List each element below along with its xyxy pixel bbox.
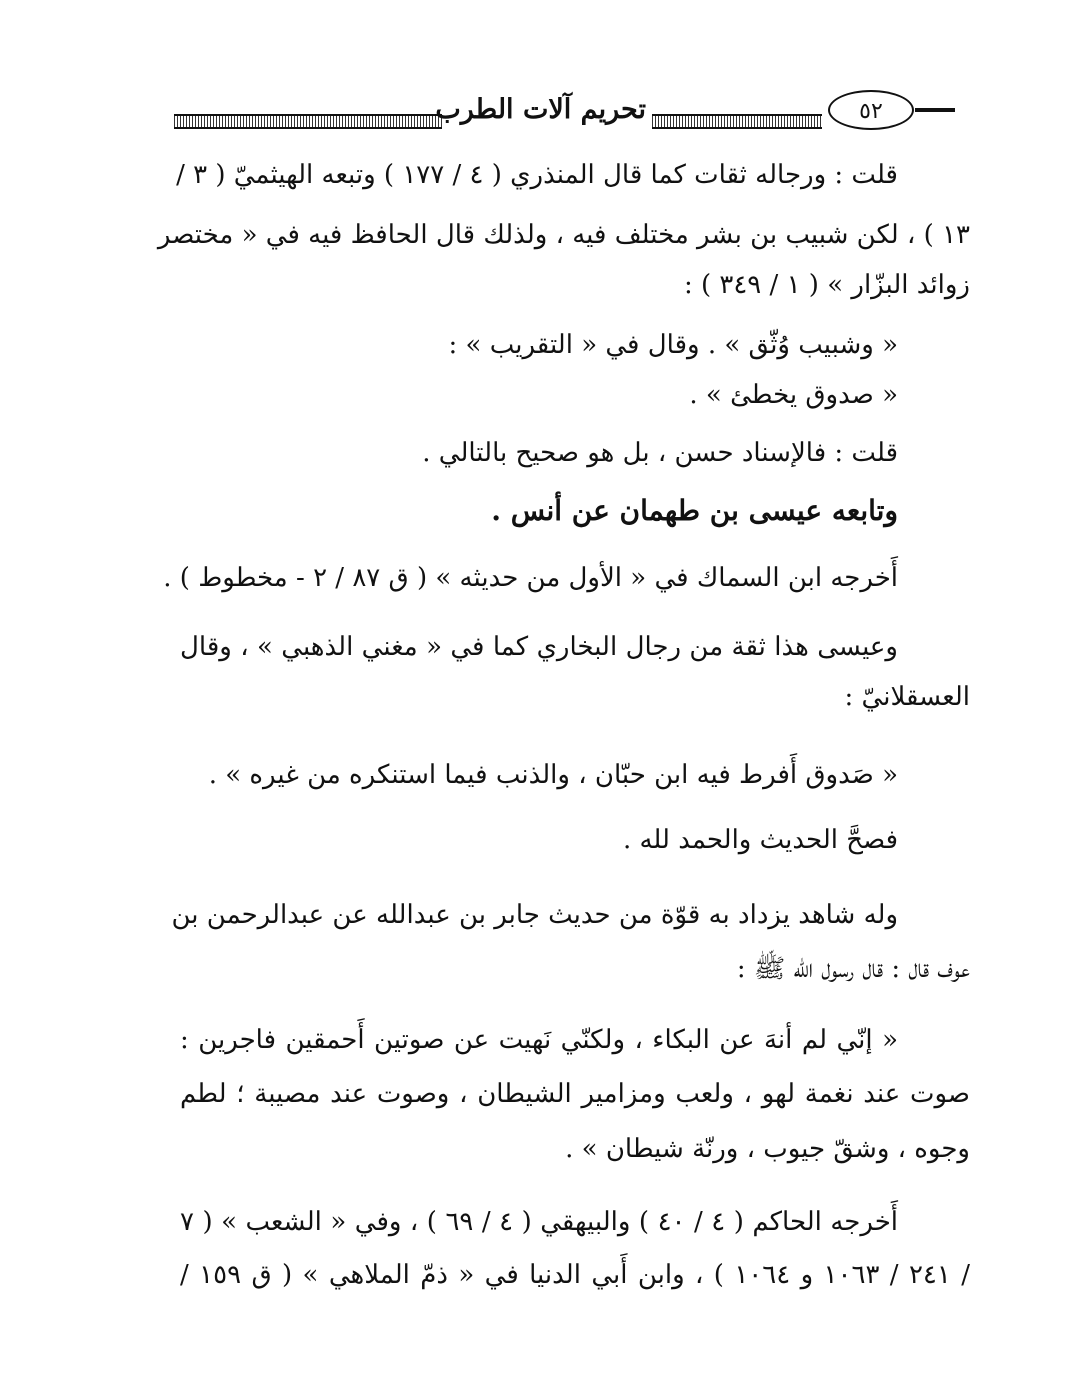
section-heading: وتابعه عيسى بن طهمان عن أنس .: [491, 494, 898, 527]
page-number: ٥٢: [828, 90, 914, 130]
text-line-12: فصحَّ الحديث والحمد لله .: [622, 825, 898, 855]
text-line-9: وعيسى هذا ثقة من رجال البخاري كما في « مغني الذهبي » ، وقال: [180, 632, 898, 662]
text-line-16: صوت عند نغمة لهو ، ولعب ومزامير الشيطان ، وصوت عند مصيبة ؛ لطم: [180, 1079, 970, 1109]
text-line-3: زوائد البزّار » ( ١ / ٣٤٩ ) :: [683, 270, 970, 300]
text-line-15: « إنّي لم أنهَ عن البكاء ، ولكنّي نَهيت عن صوتين أَحمقين فاجرين :: [180, 1025, 899, 1055]
text-line-18: أَخرجه الحاكم ( ٤ / ٤٠ ) والبيهقي ( ٤ / ٦٩ ) ، وفي « الشعب » ( ٧: [180, 1207, 899, 1237]
text-line-2: ١٣ ) ، لكن شبيب بن بشر مختلف فيه ، ولذلك قال الحافظ فيه في « مختصر: [157, 220, 970, 250]
text-line-5: « صدوق يخطئ » .: [689, 380, 898, 410]
text-line-14: عوف قال : قال رسول الله ﷺ :: [736, 954, 970, 984]
text-line-13: وله شاهد يزداد به قوّة من حديث جابر بن عبدالله عن عبدالرحمن بن: [171, 900, 898, 930]
page-body: [157, 0, 971, 1390]
text-line-19: / ٢٤١ / ١٠٦٣ و ١٠٦٤ ) ، وابن أَبي الدنيا في « ذمّ الملاهي » ( ق ١٥٩ /: [180, 1260, 971, 1290]
text-line-1: قلت : ورجاله ثقات كما قال المنذري ( ٤ / ١٧٧ ) وتبعه الهيثميّ ( ٣ /: [176, 160, 898, 190]
text-line-11: « صَدوق أَفرط فيه ابن حبّان ، والذنب فيما استنكره من غيره » .: [208, 760, 898, 790]
text-line-17: وجوه ، وشقّ جيوب ، ورنّة شيطان » .: [565, 1134, 970, 1164]
running-title: تحريم آلات الطرب: [435, 94, 646, 125]
text-line-4: « وشبيب وُثّق » . وقال في « التقريب » :: [448, 330, 898, 360]
text-line-10: العسقلانيّ :: [844, 682, 970, 712]
text-line-8: أَخرجه ابن السماك في « الأول من حديثه » ( ق ٨٧ / ٢ - مخطوط ) .: [163, 563, 898, 593]
text-line-6: قلت : فالإسناد حسن ، بل هو صحيح بالتالي .: [422, 438, 898, 468]
